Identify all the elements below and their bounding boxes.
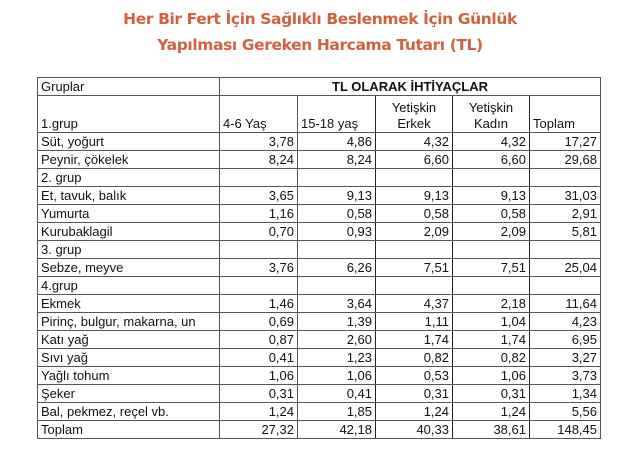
value-cell: 8,24 (298, 151, 376, 169)
table-row (38, 277, 601, 295)
column-header-adult-male: Yetişkin Erkek (376, 96, 453, 133)
corner-label: Gruplar (38, 78, 220, 96)
row-label: Şeker (38, 385, 220, 403)
row-label: Pirinç, bulgur, makarna, un (38, 313, 220, 331)
value-cell: 1,24 (376, 403, 453, 421)
group-1-label: 1.grup (38, 96, 220, 133)
value-cell: 6,26 (298, 259, 376, 277)
table-row (38, 421, 601, 439)
table-row (38, 295, 601, 313)
value-cell (220, 169, 298, 187)
column-header-4-6: 4-6 Yaş (220, 96, 298, 133)
column-header-adult-female: Yetişkin Kadın (453, 96, 530, 133)
value-cell: 0,69 (220, 313, 298, 331)
column-header-15-18: 15-18 yaş (298, 96, 376, 133)
value-cell: 4,23 (530, 313, 601, 331)
row-label: Kurubaklagil (38, 223, 220, 241)
value-cell: 2,60 (298, 331, 376, 349)
value-cell: 4,32 (453, 133, 530, 151)
value-cell: 0,31 (453, 385, 530, 403)
value-cell: 7,51 (376, 259, 453, 277)
value-cell: 1,06 (220, 367, 298, 385)
value-cell (298, 277, 376, 295)
value-cell: 1,24 (220, 403, 298, 421)
row-label: Katı yağ (38, 331, 220, 349)
value-cell (220, 241, 298, 259)
table-row (38, 403, 601, 421)
value-cell: 1,39 (298, 313, 376, 331)
spending-table (37, 77, 601, 439)
value-cell: 2,09 (376, 223, 453, 241)
value-cell: 1,34 (530, 385, 601, 403)
value-cell: 1,06 (453, 367, 530, 385)
value-cell (376, 169, 453, 187)
row-label: 4.grup (38, 277, 220, 295)
value-cell: 3,27 (530, 349, 601, 367)
value-cell: 1,46 (220, 295, 298, 313)
value-cell: 1,24 (453, 403, 530, 421)
value-cell: 0,31 (220, 385, 298, 403)
row-label: 2. grup (38, 169, 220, 187)
value-cell: 0,58 (376, 205, 453, 223)
value-cell: 5,81 (530, 223, 601, 241)
value-cell: 0,82 (453, 349, 530, 367)
table-row (38, 349, 601, 367)
value-cell: 29,68 (530, 151, 601, 169)
table-row (38, 259, 601, 277)
span-header: TL OLARAK İHTİYAÇLAR (220, 78, 601, 96)
value-cell: 9,13 (298, 187, 376, 205)
value-cell: 6,95 (530, 331, 601, 349)
value-cell (220, 277, 298, 295)
value-cell: 31,03 (530, 187, 601, 205)
row-label: Sebze, meyve (38, 259, 220, 277)
value-cell: 2,18 (453, 295, 530, 313)
value-cell (530, 277, 601, 295)
value-cell: 7,51 (453, 259, 530, 277)
value-cell: 4,32 (376, 133, 453, 151)
value-cell: 0,58 (453, 205, 530, 223)
row-label: Yumurta (38, 205, 220, 223)
value-cell: 40,33 (376, 421, 453, 439)
row-label: Toplam (38, 421, 220, 439)
value-cell: 42,18 (298, 421, 376, 439)
value-cell: 4,86 (298, 133, 376, 151)
value-cell: 3,76 (220, 259, 298, 277)
value-cell: 1,74 (376, 331, 453, 349)
value-cell: 6,60 (376, 151, 453, 169)
value-cell: 27,32 (220, 421, 298, 439)
column-header-total: Toplam (530, 96, 601, 133)
value-cell: 2,91 (530, 205, 601, 223)
table-row (38, 169, 601, 187)
row-label: Et, tavuk, balık (38, 187, 220, 205)
table-row (38, 367, 601, 385)
value-cell: 2,09 (453, 223, 530, 241)
value-cell: 9,13 (453, 187, 530, 205)
value-cell: 0,93 (298, 223, 376, 241)
value-cell: 0,87 (220, 331, 298, 349)
value-cell (453, 241, 530, 259)
value-cell: 3,64 (298, 295, 376, 313)
row-label: Sıvı yağ (38, 349, 220, 367)
value-cell: 0,58 (298, 205, 376, 223)
table-row (38, 331, 601, 349)
value-cell: 0,41 (220, 349, 298, 367)
value-cell: 1,74 (453, 331, 530, 349)
row-label: Bal, pekmez, reçel vb. (38, 403, 220, 421)
value-cell (376, 241, 453, 259)
value-cell: 1,23 (298, 349, 376, 367)
value-cell: 9,13 (376, 187, 453, 205)
table-row (38, 205, 601, 223)
value-cell: 3,65 (220, 187, 298, 205)
row-label: Ekmek (38, 295, 220, 313)
value-cell: 8,24 (220, 151, 298, 169)
table-row (38, 133, 601, 151)
value-cell: 0,31 (376, 385, 453, 403)
page-title (0, 6, 640, 58)
header-row-1 (38, 78, 601, 96)
value-cell (376, 277, 453, 295)
value-cell: 0,82 (376, 349, 453, 367)
row-label: Yağlı tohum (38, 367, 220, 385)
value-cell: 1,16 (220, 205, 298, 223)
value-cell: 0,41 (298, 385, 376, 403)
row-label: Peynir, çökelek (38, 151, 220, 169)
title-line-2: Yapılması Gereken Harcama Tutarı (TL) (157, 36, 483, 54)
value-cell: 11,64 (530, 295, 601, 313)
value-cell: 6,60 (453, 151, 530, 169)
value-cell: 0,70 (220, 223, 298, 241)
value-cell (298, 169, 376, 187)
value-cell: 148,45 (530, 421, 601, 439)
value-cell: 3,78 (220, 133, 298, 151)
value-cell: 4,37 (376, 295, 453, 313)
table-row (38, 223, 601, 241)
value-cell: 3,73 (530, 367, 601, 385)
title-line-1: Her Bir Fert İçin Sağlıklı Beslenmek İçin Günlük (123, 10, 517, 28)
value-cell (453, 277, 530, 295)
table-row (38, 385, 601, 403)
value-cell (453, 169, 530, 187)
table-row (38, 151, 601, 169)
value-cell (298, 241, 376, 259)
value-cell: 0,53 (376, 367, 453, 385)
value-cell: 1,04 (453, 313, 530, 331)
table-row (38, 187, 601, 205)
row-label: 3. grup (38, 241, 220, 259)
value-cell: 1,11 (376, 313, 453, 331)
header-row-2 (38, 96, 601, 133)
value-cell: 1,06 (298, 367, 376, 385)
value-cell: 5,56 (530, 403, 601, 421)
value-cell: 38,61 (453, 421, 530, 439)
value-cell (530, 169, 601, 187)
row-label: Süt, yoğurt (38, 133, 220, 151)
value-cell: 1,85 (298, 403, 376, 421)
table-row (38, 313, 601, 331)
table-row (38, 241, 601, 259)
value-cell: 25,04 (530, 259, 601, 277)
value-cell: 17,27 (530, 133, 601, 151)
value-cell (530, 241, 601, 259)
